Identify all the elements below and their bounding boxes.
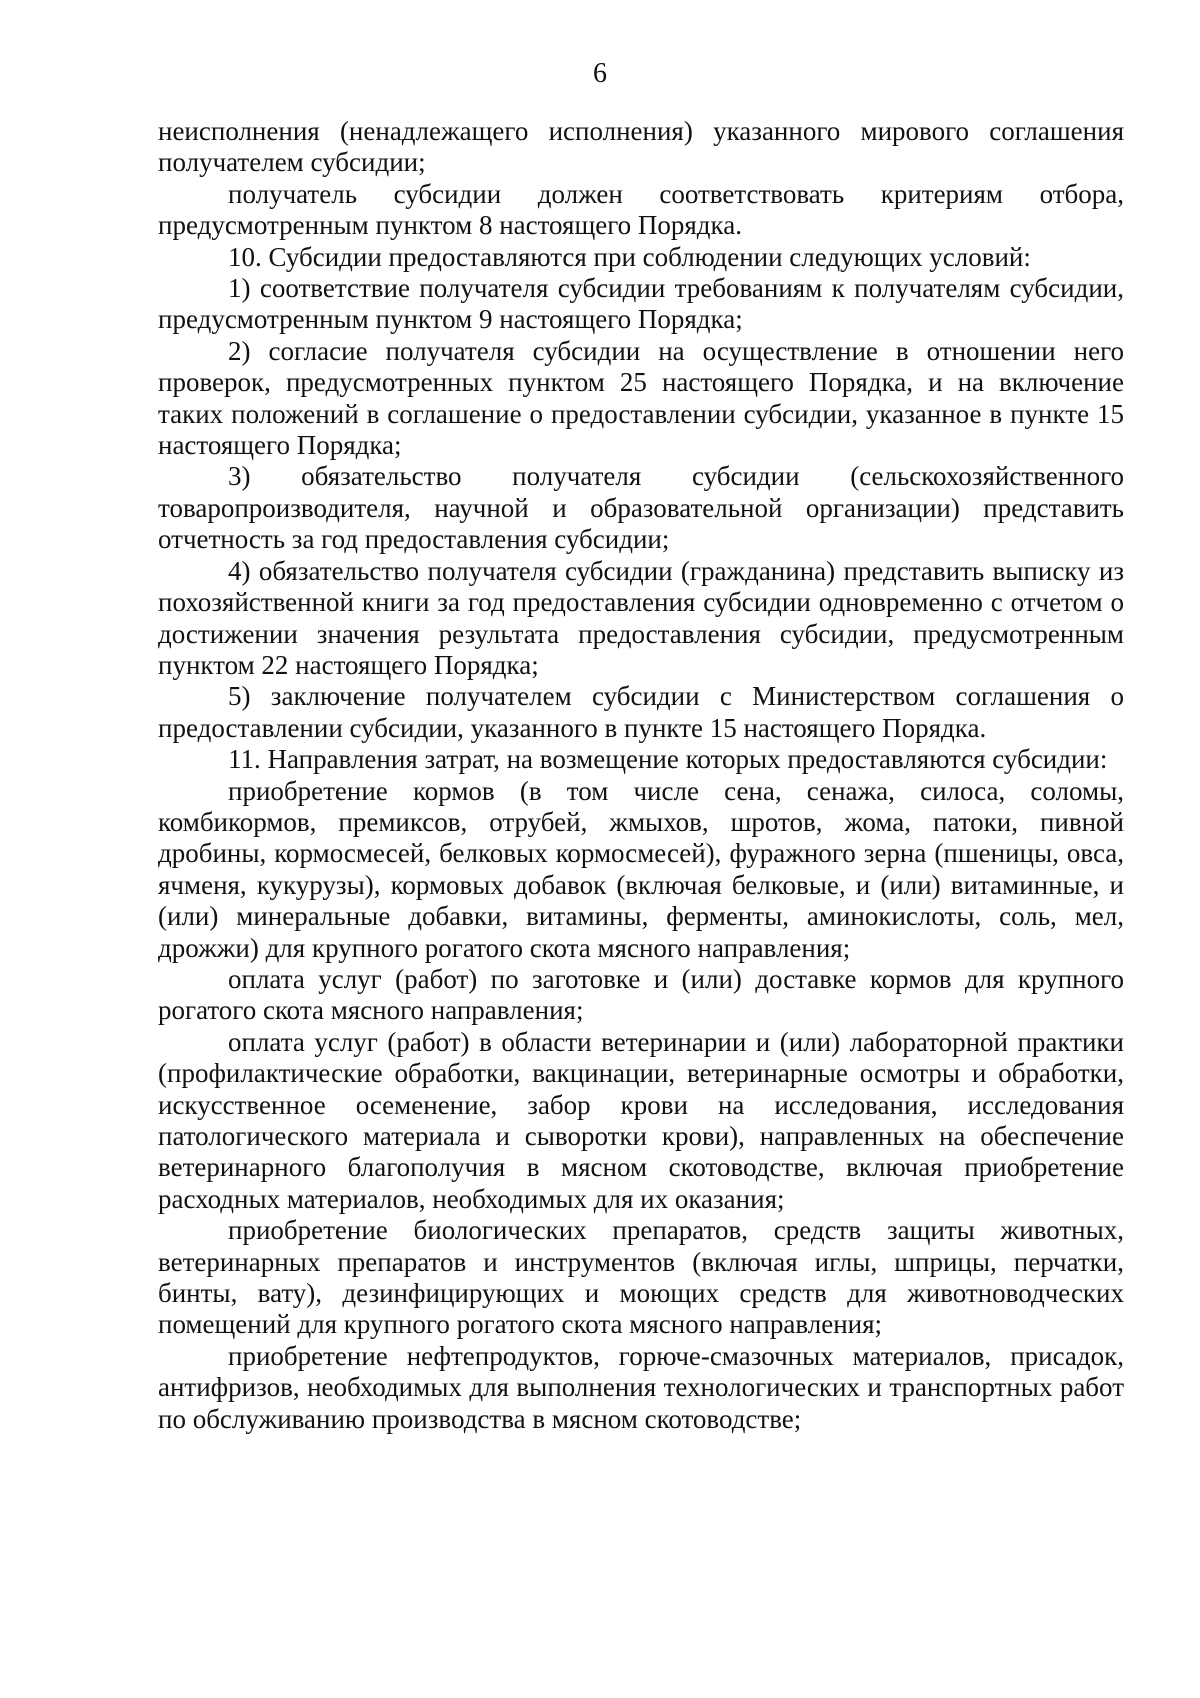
paragraph: оплата услуг (работ) по заготовке и (или) доставке кормов для крупного рогатого скота мясного направления; bbox=[158, 963, 1124, 1026]
page-number: 6 bbox=[593, 58, 607, 89]
paragraph: оплата услуг (работ) в области ветеринарии и (или) лабораторной практики (профилактические обработки, вакцинации, ветеринарные осмотры и обработки, искусственное осеменение, забор крови на исследования, исследования патологического материала и сыворотки крови), направленных на обеспечение ветеринарного благополучия в мясном скотоводстве, включая приобретение расходных материалов, необходимых для их оказания; bbox=[158, 1026, 1124, 1214]
paragraph: приобретение биологических препаратов, средств защиты животных, ветеринарных препаратов и инструментов (включая иглы, шприцы, перчатки, бинты, вату), дезинфицирующих и моющих средств для животноводческих помещений для крупного рогатого скота мясного направления; bbox=[158, 1215, 1124, 1340]
paragraph: 10. Субсидии предоставляются при соблюдении следующих условий: bbox=[228, 241, 1031, 272]
paragraph: 2) согласие получателя субсидии на осуществление в отношении него проверок, предусмотренных пунктом 25 настоящего Порядка, и на включение таких положений в соглашение о предоставлении субсидии, указанное в пункте 15 настоящего Порядка; bbox=[158, 335, 1124, 461]
document-body bbox=[158, 116, 1124, 1435]
paragraph: 11. Направления затрат, на возмещение которых предоставляются субсидии: bbox=[228, 744, 1108, 775]
paragraph: 1) соответствие получателя субсидии требованиям к получателям субсидии, предусмотренным пунктом 9 настоящего Порядка; bbox=[158, 273, 1124, 335]
paragraph: 3) обязательство получателя субсидии (сельскохозяйственного товаропроизводителя, научной и образовательной организации) представить отчетность за год предоставления субсидии; bbox=[158, 461, 1124, 555]
paragraph: приобретение кормов (в том числе сена, сенажа, силоса, соломы, комбикормов, премиксов, отрубей, жмыхов, шротов, жома, патоки, пивной дробины, кормосмесей, белковых кормосмесей), фуражного зерна (пшеницы, овса, ячменя, кукурузы), кормовых добавок (включая белковые, и (или) витаминные, и (или) минеральные добавки, витамины, ферменты, аминокислоты, соль, мел, дрожжи) для крупного рогатого скота мясного направления; bbox=[158, 775, 1124, 963]
paragraph: 5) заключение получателем субсидии с Министерством соглашения о предоставлении субсидии, указанного в пункте 15 настоящего Порядка. bbox=[158, 681, 1124, 743]
paragraph: получатель субсидии должен соответствовать критериям отбора, предусмотренным пунктом 8 настоящего Порядка. bbox=[158, 178, 1124, 241]
paragraph: 4) обязательство получателя субсидии (гражданина) представить выписку из похозяйственной книги за год предоставления субсидии одновременно с отчетом о достижении значения результата предоставления субсидии, предусмотренным пунктом 22 настоящего Порядка; bbox=[158, 555, 1124, 680]
paragraph: приобретение нефтепродуктов, горюче-смазочных материалов, присадок, антифризов, необходимых для выполнения технологических и транспортных работ по обслуживанию производства в мясном скотоводстве; bbox=[158, 1340, 1124, 1434]
paragraph: неисполнения (ненадлежащего исполнения) указанного мирового соглашения получателем субсидии; bbox=[158, 116, 1124, 178]
